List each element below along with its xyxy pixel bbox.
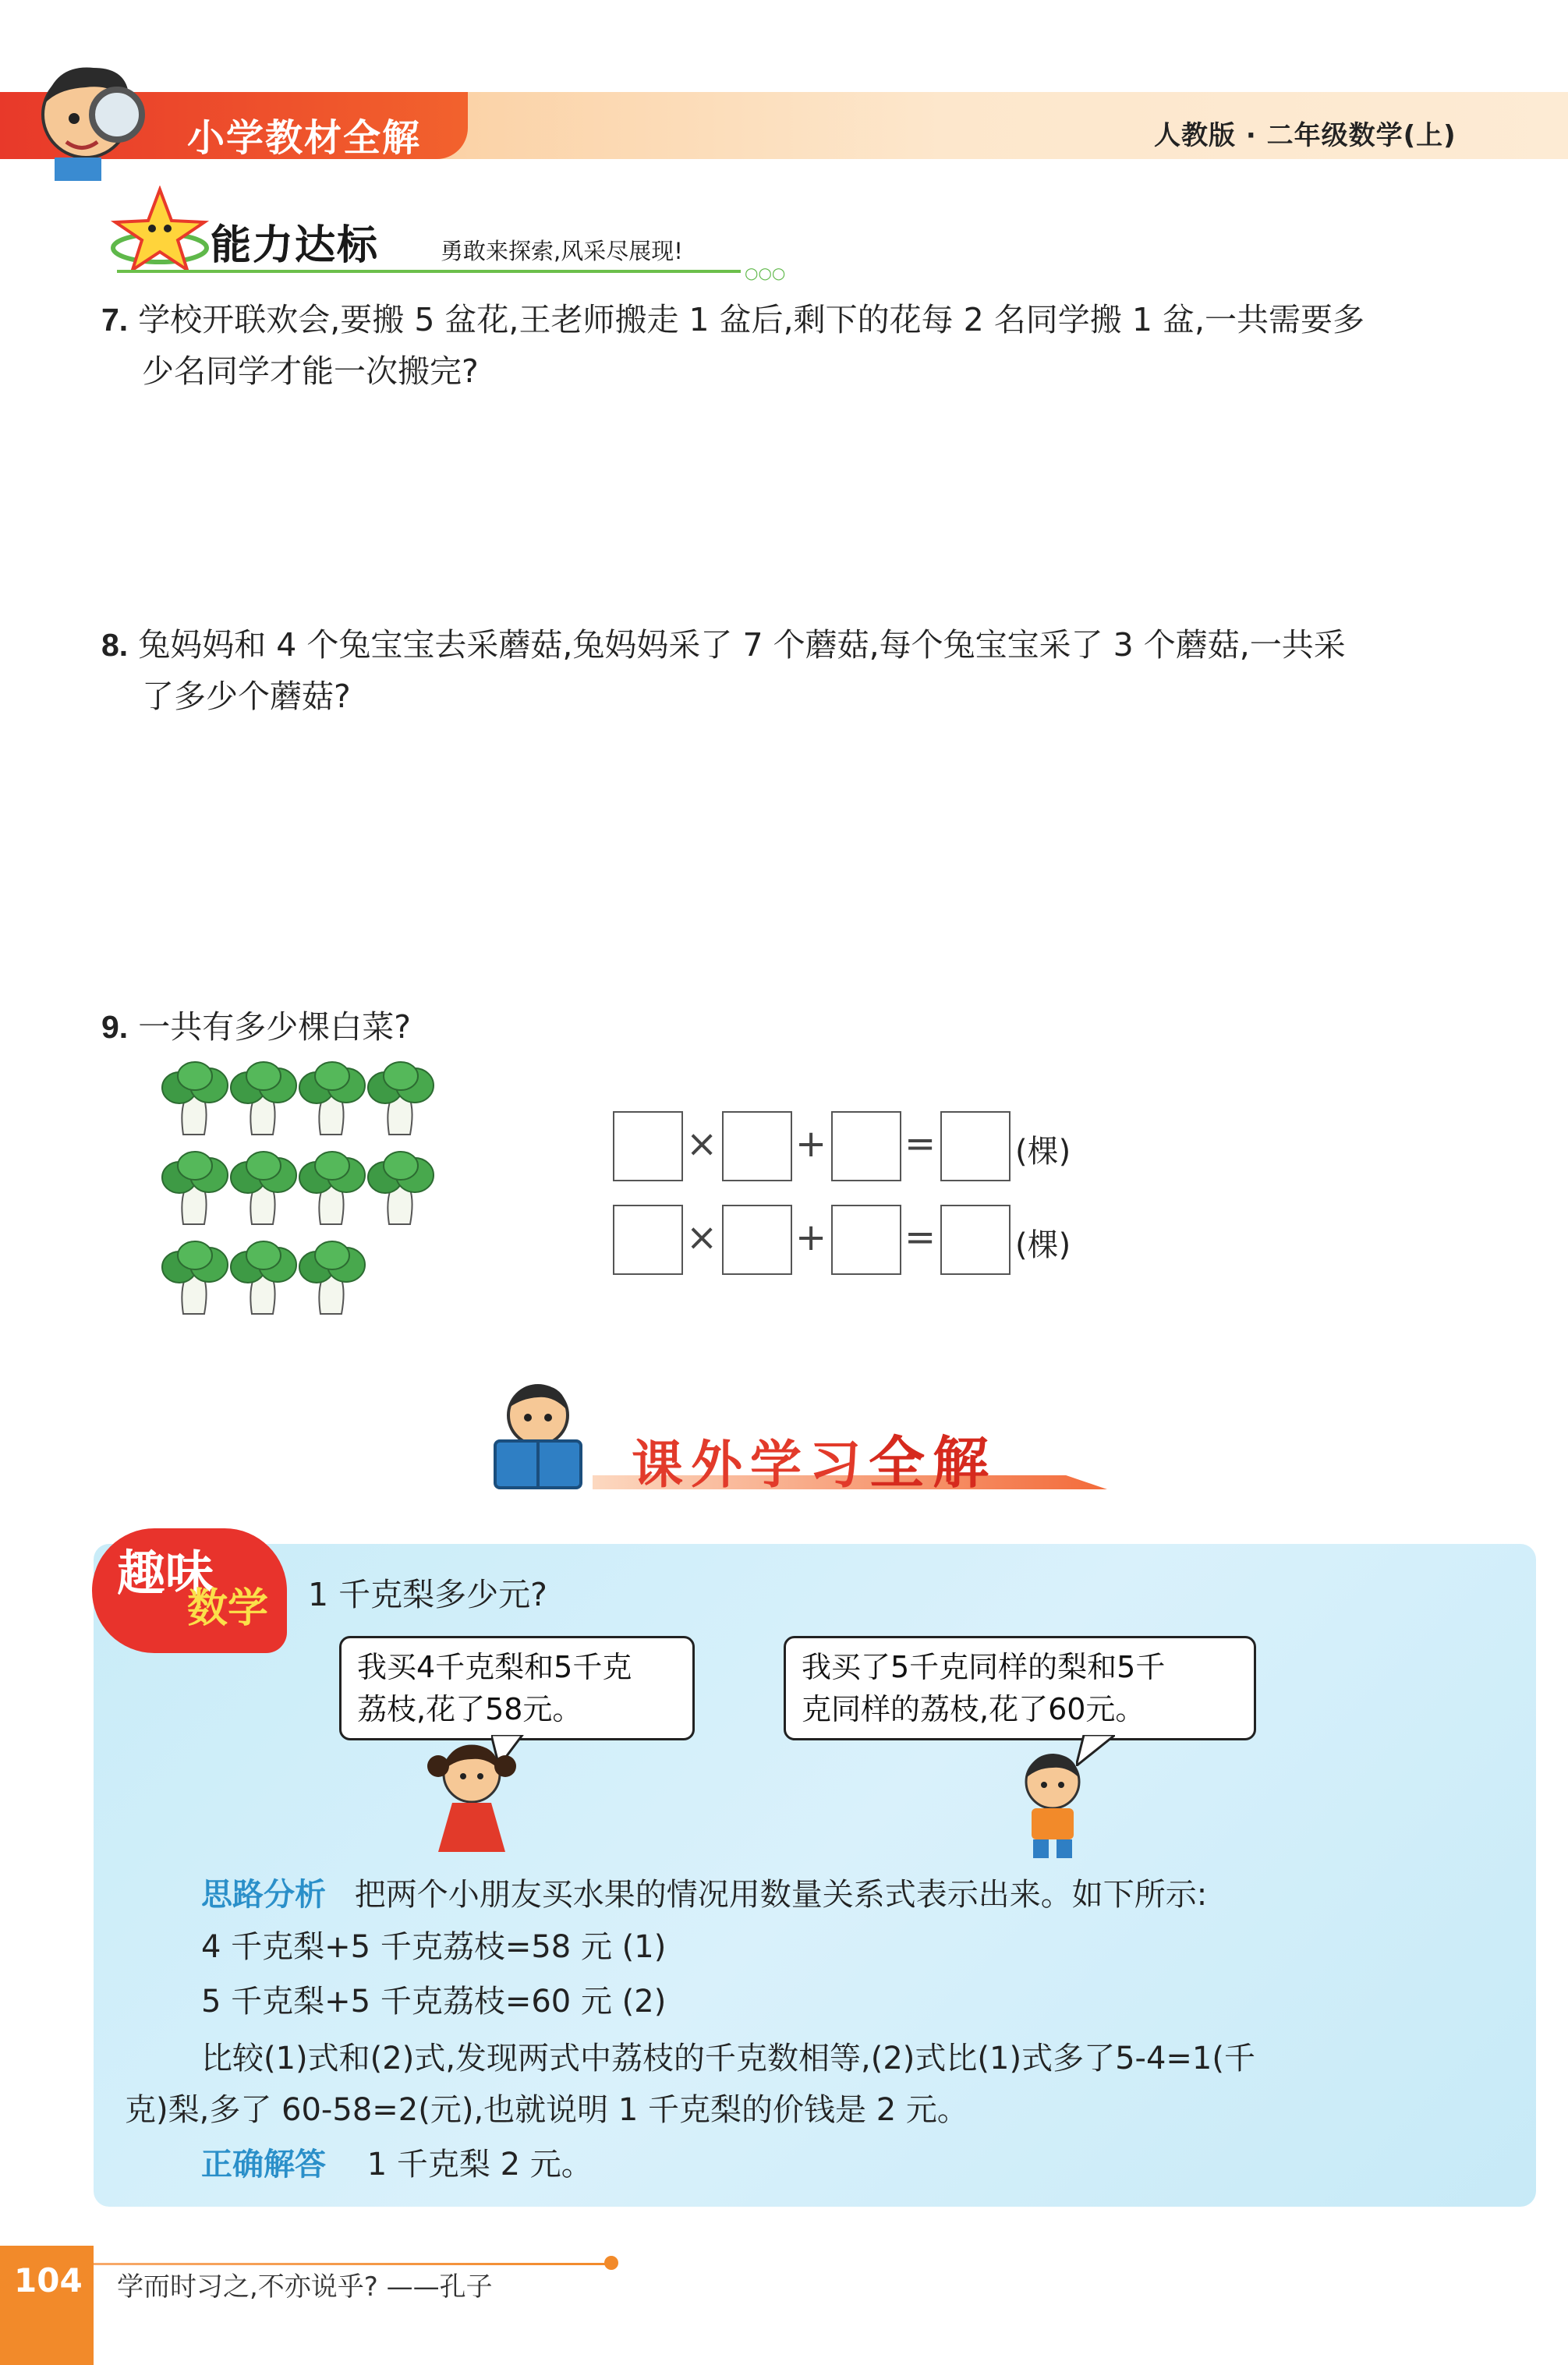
cabbage-icon <box>231 1152 296 1224</box>
answer-text: 1 千克梨 2 元。 <box>366 2147 593 2183</box>
question-8-line2: 了多少个蘑菇? <box>142 678 351 715</box>
question-text-line1: 兔妈妈和 4 个兔宝宝去采蘑菇,兔妈妈采了 7 个蘑菇,每个兔宝宝采了 3 个蘑菇,一共采 <box>138 626 1346 664</box>
times-sign: × <box>686 1122 718 1166</box>
dots-decoration: ○○○ <box>745 264 786 282</box>
answer-box[interactable] <box>940 1111 1011 1181</box>
boy-magnifier-icon <box>23 41 164 181</box>
equals-sign: = <box>904 1216 936 1259</box>
boy-icon <box>1002 1743 1103 1860</box>
speech-bubble-left <box>339 1636 695 1740</box>
equation-2: 5 千克梨+5 千克荔枝=60 元 (2) <box>201 1984 667 2020</box>
times-sign: × <box>686 1216 718 1259</box>
cabbage-icon <box>162 1241 228 1314</box>
footer-quote: 学而时习之,不亦说乎? ——孔子 <box>117 2271 493 2303</box>
unit-label: (棵) <box>1015 1134 1071 1170</box>
cabbage-icon <box>299 1241 365 1314</box>
question-text-line1: 学校开联欢会,要搬 5 盆花,王老师搬走 1 盆后,剩下的花每 2 名同学搬 1 盆,一共需要多 <box>138 301 1364 338</box>
answer-box[interactable] <box>831 1111 901 1181</box>
question-number: 9. <box>101 1009 129 1045</box>
answer-box[interactable] <box>613 1111 683 1181</box>
section-underline <box>117 270 741 273</box>
extra-title-a: 课外学习 <box>632 1435 869 1495</box>
cabbage-icon <box>368 1152 434 1224</box>
plus-sign: + <box>795 1122 827 1166</box>
answer-box[interactable] <box>831 1205 901 1275</box>
equation-row-1 <box>608 1111 1107 1189</box>
section-subtitle: 勇敢来探索,风采尽展现! <box>441 238 683 264</box>
bubble-line: 我买了5千克同样的梨和5千 <box>802 1650 1166 1684</box>
answer-line <box>201 2141 593 2188</box>
page-number: 104 <box>14 2261 83 2300</box>
cabbage-group <box>156 1057 444 1322</box>
equals-sign: = <box>904 1122 936 1166</box>
question-text-line1: 一共有多少棵白菜? <box>138 1008 412 1046</box>
cabbage-icon <box>231 1062 296 1135</box>
cabbage-icon <box>299 1152 365 1224</box>
girl-icon <box>421 1731 522 1856</box>
extra-title-b: 全解 <box>869 1430 997 1496</box>
question-9 <box>101 1002 411 1052</box>
fun-question: 1 千克梨多少元? <box>308 1576 547 1613</box>
question-number: 7. <box>101 302 129 338</box>
answer-box[interactable] <box>722 1111 792 1181</box>
bubble-line: 克同样的荔枝,花了60元。 <box>802 1692 1145 1726</box>
cabbage-icon <box>162 1062 228 1135</box>
question-7-line2: 少名同学才能一次搬完? <box>142 352 479 390</box>
reading-boy-icon <box>480 1372 596 1497</box>
answer-box[interactable] <box>722 1205 792 1275</box>
analysis-line <box>201 1871 1207 1918</box>
equation-row-2 <box>608 1205 1107 1283</box>
plus-sign: + <box>795 1216 827 1259</box>
answer-box[interactable] <box>940 1205 1011 1275</box>
cabbage-icon <box>231 1241 296 1314</box>
section-title: 能力达标 <box>211 222 380 269</box>
question-7 <box>101 295 1364 345</box>
comparison-line1: 比较(1)式和(2)式,发现两式中荔枝的千克数相等,(2)式比(1)式多了5-4=1(千 <box>201 2041 1255 2076</box>
answer-label: 正确解答 <box>201 2147 326 2183</box>
edition-label: 人教版 · 二年级数学(上) <box>1154 120 1457 151</box>
bubble-line: 荔枝,花了58元。 <box>357 1692 582 1726</box>
fun-badge-text-2: 数学 <box>187 1585 269 1632</box>
footer-dot <box>604 2256 618 2270</box>
cabbage-icon <box>368 1062 434 1135</box>
speech-bubble-right <box>784 1636 1256 1740</box>
fun-badge-text-1: 趣味 <box>117 1545 214 1602</box>
comparison-line2: 克)梨,多了 60-58=2(元),也就说明 1 千克梨的价钱是 2 元。 <box>125 2092 968 2128</box>
extra-learning-title <box>632 1418 996 1499</box>
unit-label: (棵) <box>1015 1227 1071 1263</box>
cabbage-icon <box>299 1062 365 1135</box>
bubble-line: 我买4千克梨和5千克 <box>357 1650 632 1684</box>
equation-1: 4 千克梨+5 千克荔枝=58 元 (1) <box>201 1929 667 1965</box>
question-number: 8. <box>101 627 129 663</box>
book-title: 小学教材全解 <box>187 116 422 160</box>
analysis-text: 把两个小朋友买水果的情况用数量关系式表示出来。如下所示: <box>354 1877 1208 1913</box>
analysis-label: 思路分析 <box>201 1877 326 1913</box>
question-8 <box>101 620 1346 670</box>
cabbage-icon <box>162 1152 228 1224</box>
star-icon <box>109 186 211 271</box>
answer-box[interactable] <box>613 1205 683 1275</box>
